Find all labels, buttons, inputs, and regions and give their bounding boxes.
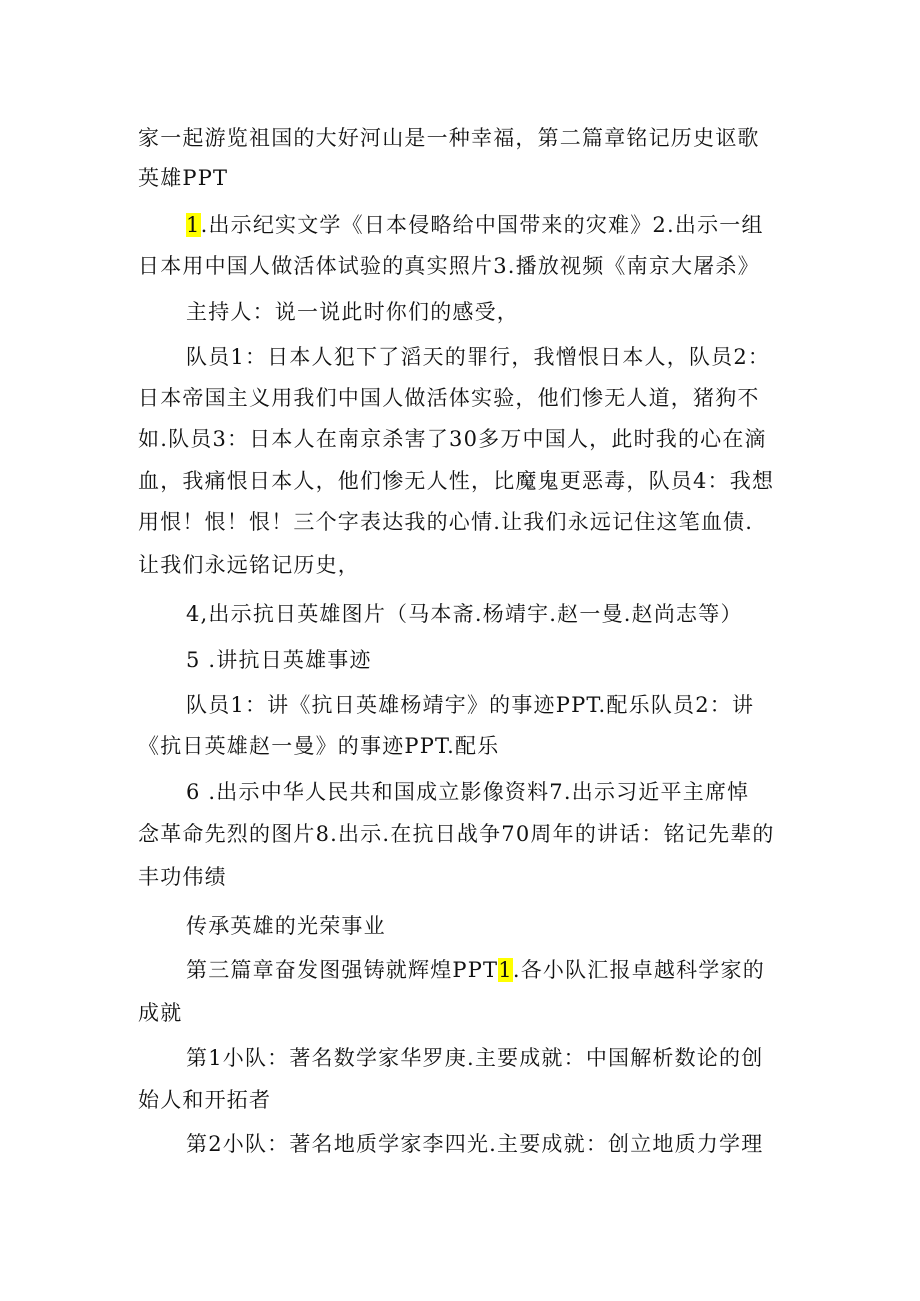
text-line: 血，我痛恨日本人，他们惨无人性，比魔鬼更恶毒，队员4：我想 [138,469,775,493]
text-line: 传承英雄的光荣事业 [186,914,386,938]
text-line: 《抗日英雄赵一曼》的事迹PPT.配乐 [138,734,500,758]
text-line: 6 .出示中华人民共和国成立影像资料7.出示习近平主席悼 [186,780,750,804]
text-line: 丰功伟绩 [138,865,227,889]
text-line: 让我们永远铭记历史， [138,553,360,577]
text-line: 队员1：日本人犯下了滔天的罪行，我憎恨日本人，队员2： [186,345,771,369]
text-line: 第1小队：著名数学家华罗庚.主要成就：中国解析数论的创 [186,1046,764,1070]
text-span: .出示纪实文学《日本侵略给中国带来的灾难》2.出示一组 [200,213,764,237]
highlighted-number: 1 [186,213,201,237]
text-line: 5 .讲抗日英雄事迹 [186,648,372,672]
text-line: 第2小队：著名地质学家李四光.主要成就：创立地质力学理 [186,1132,764,1156]
text-line: 4,出示抗日英雄图片（马本斋.杨靖宇.赵一曼.赵尚志等） [186,602,743,626]
highlighted-number: 1 [498,958,513,982]
text-line: 用恨！恨！恨！三个字表达我的心情.让我们永远记住这笔血债. [138,510,754,534]
text-span: 第三篇章奋发图强铸就辉煌PPT [186,958,499,982]
text-line: 日本用中国人做活体试验的真实照片3.播放视频《南京大屠杀》 [138,254,760,278]
text-line: 英雄PPT [138,166,229,190]
text-line: 主持人：说一说此时你们的感受， [186,300,519,324]
text-line: 念革命先烈的图片8.出示.在抗日战争70周年的讲话：铭记先辈的 [138,822,775,846]
text-line [186,955,765,985]
text-line: 家一起游览祖国的大好河山是一种幸福，第二篇章铭记历史讴歌 [138,126,760,150]
text-line: 成就 [138,1001,183,1025]
text-line [186,210,764,240]
text-span: .各小队汇报卓越科学家的 [512,958,765,982]
text-line: 队员1：讲《抗日英雄杨靖宇》的事迹PPT.配乐队员2：讲 [186,693,755,717]
text-line: 如.队员3：日本人在南京杀害了30多万中国人，此时我的心在滴 [138,427,767,451]
text-line: 日本帝国主义用我们中国人做活体实验，他们惨无人道，猪狗不 [138,386,760,410]
text-line: 始人和开拓者 [138,1088,272,1112]
